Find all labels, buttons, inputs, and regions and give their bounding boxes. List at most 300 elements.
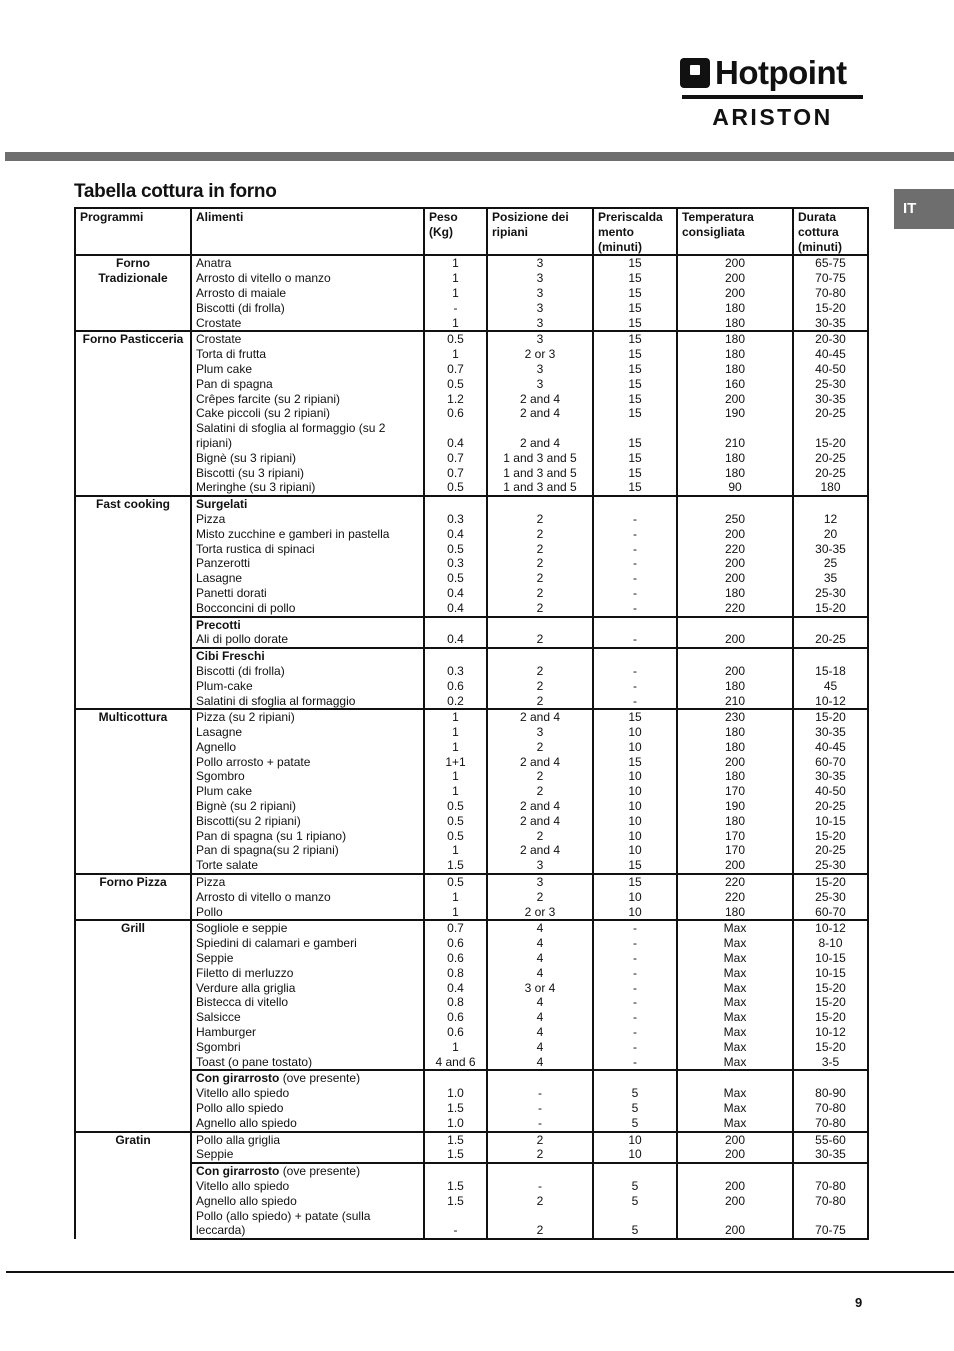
table-row bbox=[75, 920, 868, 936]
peso-cell: 0.4 bbox=[424, 632, 487, 648]
temperatura-cell: 220 bbox=[677, 601, 793, 617]
peso-cell: 1 bbox=[424, 740, 487, 755]
table-row bbox=[75, 905, 868, 921]
table-row bbox=[75, 1194, 868, 1209]
durata-cell: 10-12 bbox=[793, 1025, 868, 1040]
preriscaldamento-cell: - bbox=[593, 601, 677, 617]
peso-cell: 0.6 bbox=[424, 1010, 487, 1025]
durata-cell: 15-18 bbox=[793, 664, 868, 679]
preriscaldamento-cell: - bbox=[593, 920, 677, 936]
table-row bbox=[75, 571, 868, 586]
language-tab: IT bbox=[894, 189, 954, 229]
temperatura-cell: 220 bbox=[677, 874, 793, 890]
food-cell: Sogliole e seppie bbox=[191, 920, 424, 936]
durata-cell: 25-30 bbox=[793, 890, 868, 905]
posizione-cell: - bbox=[487, 1179, 593, 1194]
table-body bbox=[75, 255, 868, 1239]
temperatura-cell: Max bbox=[677, 981, 793, 996]
durata-cell: 10-12 bbox=[793, 920, 868, 936]
preriscaldamento-cell: 10 bbox=[593, 843, 677, 858]
preriscaldamento-cell: 15 bbox=[593, 316, 677, 332]
preriscaldamento-cell: 15 bbox=[593, 347, 677, 362]
peso-cell: 0.8 bbox=[424, 966, 487, 981]
temperatura-cell: 180 bbox=[677, 451, 793, 466]
empty-cell bbox=[593, 617, 677, 633]
food-cell: Ali di pollo dorate bbox=[191, 632, 424, 648]
temperatura-cell: 200 bbox=[677, 1194, 793, 1209]
temperatura-cell: 200 bbox=[677, 286, 793, 301]
empty-cell bbox=[593, 496, 677, 512]
peso-cell: 0.4 bbox=[424, 601, 487, 617]
peso-cell: 0.5 bbox=[424, 377, 487, 392]
table-row bbox=[75, 451, 868, 466]
posizione-cell: 4 bbox=[487, 966, 593, 981]
preriscaldamento-cell: - bbox=[593, 966, 677, 981]
temperatura-cell: Max bbox=[677, 1040, 793, 1055]
peso-cell: 1 bbox=[424, 286, 487, 301]
durata-cell: 30-35 bbox=[793, 1147, 868, 1163]
temperatura-cell: 200 bbox=[677, 1132, 793, 1148]
temperatura-cell: 180 bbox=[677, 769, 793, 784]
empty-cell bbox=[593, 1070, 677, 1086]
peso-cell: 1.5 bbox=[424, 1179, 487, 1194]
temperatura-cell: 250 bbox=[677, 512, 793, 527]
posizione-cell: 4 bbox=[487, 995, 593, 1010]
page-number: 9 bbox=[855, 1295, 863, 1310]
peso-cell: 1 bbox=[424, 890, 487, 905]
food-cell: Crostate bbox=[191, 331, 424, 347]
preriscaldamento-cell: 5 bbox=[593, 1116, 677, 1132]
empty-cell bbox=[677, 648, 793, 664]
peso-cell: 0.5 bbox=[424, 542, 487, 557]
preriscaldamento-cell: 10 bbox=[593, 1147, 677, 1163]
preriscaldamento-cell: - bbox=[593, 664, 677, 679]
peso-cell: 0.6 bbox=[424, 1025, 487, 1040]
preriscaldamento-cell: 15 bbox=[593, 466, 677, 481]
food-cell: Salatini di sfoglia al formaggio (su 2 ripiani) bbox=[191, 421, 424, 451]
header-preriscaldamento: Preriscalda mento (minuti) bbox=[593, 208, 677, 255]
subgroup-title bbox=[191, 617, 424, 633]
table-row bbox=[75, 784, 868, 799]
empty-cell bbox=[424, 496, 487, 512]
temperatura-cell: 90 bbox=[677, 480, 793, 496]
table-row bbox=[75, 1132, 868, 1148]
table-row bbox=[75, 1179, 868, 1194]
preriscaldamento-cell: 10 bbox=[593, 905, 677, 921]
durata-cell: 20-25 bbox=[793, 406, 868, 421]
durata-cell: 10-15 bbox=[793, 966, 868, 981]
food-cell: Anatra bbox=[191, 255, 424, 271]
temperatura-cell: 200 bbox=[677, 1179, 793, 1194]
preriscaldamento-cell: 10 bbox=[593, 829, 677, 844]
durata-cell: 3-5 bbox=[793, 1055, 868, 1071]
temperatura-cell: 170 bbox=[677, 843, 793, 858]
table-row bbox=[75, 858, 868, 874]
preriscaldamento-cell: 10 bbox=[593, 799, 677, 814]
peso-cell: 0.3 bbox=[424, 556, 487, 571]
subgroup-title-text: Con girarrosto bbox=[196, 1071, 280, 1086]
table-row bbox=[75, 814, 868, 829]
temperatura-cell: 200 bbox=[677, 664, 793, 679]
table-row bbox=[75, 843, 868, 858]
peso-cell: 0.6 bbox=[424, 936, 487, 951]
posizione-cell: 3 bbox=[487, 316, 593, 332]
peso-cell: 0.7 bbox=[424, 466, 487, 481]
subgroup-title-text: Precotti bbox=[196, 617, 241, 632]
temperatura-cell: Max bbox=[677, 951, 793, 966]
table-row bbox=[75, 1209, 868, 1240]
temperatura-cell: Max bbox=[677, 936, 793, 951]
peso-cell: 0.6 bbox=[424, 406, 487, 421]
temperatura-cell: 220 bbox=[677, 542, 793, 557]
table-row bbox=[75, 377, 868, 392]
temperatura-cell: 200 bbox=[677, 632, 793, 648]
subgroup-title-note: (ove presente) bbox=[282, 1071, 361, 1086]
temperatura-cell: 200 bbox=[677, 1209, 793, 1240]
preriscaldamento-cell: - bbox=[593, 679, 677, 694]
empty-cell bbox=[424, 648, 487, 664]
durata-cell: 30-35 bbox=[793, 769, 868, 784]
preriscaldamento-cell: 10 bbox=[593, 740, 677, 755]
peso-cell: 1 bbox=[424, 725, 487, 740]
table-row bbox=[75, 966, 868, 981]
food-cell: Pollo arrosto + patate bbox=[191, 755, 424, 770]
temperatura-cell: 200 bbox=[677, 271, 793, 286]
posizione-cell: 2 bbox=[487, 829, 593, 844]
food-cell: Agnello allo spiedo bbox=[191, 1116, 424, 1132]
posizione-cell: 2 and 4 bbox=[487, 755, 593, 770]
food-cell: Panetti dorati bbox=[191, 586, 424, 601]
peso-cell: 1.5 bbox=[424, 1132, 487, 1148]
preriscaldamento-cell: 15 bbox=[593, 255, 677, 271]
durata-cell: 25-30 bbox=[793, 858, 868, 874]
empty-cell bbox=[677, 1163, 793, 1179]
peso-cell: 0.5 bbox=[424, 829, 487, 844]
durata-cell: 20-25 bbox=[793, 843, 868, 858]
durata-cell: 20-25 bbox=[793, 632, 868, 648]
food-cell: Lasagne bbox=[191, 571, 424, 586]
table-row bbox=[75, 347, 868, 362]
table-row bbox=[75, 995, 868, 1010]
logo-divider bbox=[682, 95, 863, 99]
durata-cell: 55-60 bbox=[793, 1132, 868, 1148]
food-cell: Arrosto di vitello o manzo bbox=[191, 890, 424, 905]
table-row bbox=[75, 466, 868, 481]
durata-cell: 25-30 bbox=[793, 586, 868, 601]
posizione-cell: 2 bbox=[487, 1209, 593, 1240]
preriscaldamento-cell: 15 bbox=[593, 755, 677, 770]
header-bar bbox=[5, 152, 954, 161]
subgroup-title bbox=[191, 1070, 424, 1086]
durata-cell: 15-20 bbox=[793, 829, 868, 844]
table-row bbox=[75, 286, 868, 301]
posizione-cell: 2 and 4 bbox=[487, 799, 593, 814]
peso-cell: 1 bbox=[424, 769, 487, 784]
posizione-cell: 4 bbox=[487, 1040, 593, 1055]
temperatura-cell: Max bbox=[677, 1025, 793, 1040]
posizione-cell: 2 bbox=[487, 1147, 593, 1163]
temperatura-cell: Max bbox=[677, 1055, 793, 1071]
food-cell: Pollo bbox=[191, 905, 424, 921]
header-programmi: Programmi bbox=[75, 208, 191, 255]
posizione-cell: 2 or 3 bbox=[487, 347, 593, 362]
posizione-cell: - bbox=[487, 1116, 593, 1132]
durata-cell: 10-15 bbox=[793, 814, 868, 829]
temperatura-cell: 220 bbox=[677, 890, 793, 905]
durata-cell: 40-45 bbox=[793, 347, 868, 362]
table-row bbox=[75, 542, 868, 557]
food-cell: Lasagne bbox=[191, 725, 424, 740]
table-row bbox=[75, 601, 868, 617]
table-row bbox=[75, 586, 868, 601]
posizione-cell: 3 or 4 bbox=[487, 981, 593, 996]
durata-cell: 25-30 bbox=[793, 377, 868, 392]
durata-cell: 30-35 bbox=[793, 542, 868, 557]
posizione-cell: 2 bbox=[487, 632, 593, 648]
temperatura-cell: 180 bbox=[677, 331, 793, 347]
posizione-cell: 2 bbox=[487, 1194, 593, 1209]
table-row bbox=[75, 1010, 868, 1025]
durata-cell: 30-35 bbox=[793, 316, 868, 332]
peso-cell: 1.5 bbox=[424, 1101, 487, 1116]
posizione-cell: 3 bbox=[487, 255, 593, 271]
table-row bbox=[75, 936, 868, 951]
peso-cell: 1.2 bbox=[424, 392, 487, 407]
durata-cell: 20 bbox=[793, 527, 868, 542]
preriscaldamento-cell: 15 bbox=[593, 709, 677, 725]
peso-cell: 0.5 bbox=[424, 799, 487, 814]
hotpoint-mark-icon bbox=[680, 58, 710, 88]
peso-cell: 1+1 bbox=[424, 755, 487, 770]
peso-cell: 1.0 bbox=[424, 1116, 487, 1132]
food-cell: Pizza bbox=[191, 874, 424, 890]
food-cell: Biscotti (di frolla) bbox=[191, 301, 424, 316]
durata-cell: 60-70 bbox=[793, 905, 868, 921]
peso-cell: 0.6 bbox=[424, 951, 487, 966]
durata-cell: 40-45 bbox=[793, 740, 868, 755]
posizione-cell: 3 bbox=[487, 331, 593, 347]
preriscaldamento-cell: - bbox=[593, 542, 677, 557]
peso-cell: - bbox=[424, 301, 487, 316]
temperatura-cell: 180 bbox=[677, 316, 793, 332]
preriscaldamento-cell: - bbox=[593, 951, 677, 966]
peso-cell: 0.7 bbox=[424, 362, 487, 377]
posizione-cell: 2 bbox=[487, 694, 593, 710]
table-row bbox=[75, 556, 868, 571]
posizione-cell: 4 bbox=[487, 1055, 593, 1071]
brand-name: Hotpoint bbox=[715, 54, 847, 91]
temperatura-cell: 200 bbox=[677, 527, 793, 542]
peso-cell: 0.5 bbox=[424, 814, 487, 829]
table-row bbox=[75, 421, 868, 451]
preriscaldamento-cell: 15 bbox=[593, 451, 677, 466]
table-row bbox=[75, 829, 868, 844]
posizione-cell: 4 bbox=[487, 951, 593, 966]
preriscaldamento-cell: - bbox=[593, 571, 677, 586]
subgroup-title-text: Cibi Freschi bbox=[196, 649, 265, 664]
preriscaldamento-cell: - bbox=[593, 556, 677, 571]
peso-cell: 0.4 bbox=[424, 421, 487, 451]
temperatura-cell: 170 bbox=[677, 784, 793, 799]
food-cell: Plum cake bbox=[191, 362, 424, 377]
durata-cell: 10-15 bbox=[793, 951, 868, 966]
empty-cell bbox=[487, 1070, 593, 1086]
header-posizione: Posizione dei ripiani bbox=[487, 208, 593, 255]
posizione-cell: 4 bbox=[487, 936, 593, 951]
durata-cell: 65-75 bbox=[793, 255, 868, 271]
temperatura-cell: 190 bbox=[677, 406, 793, 421]
table-row bbox=[75, 755, 868, 770]
posizione-cell: 4 bbox=[487, 1025, 593, 1040]
posizione-cell: 2 and 4 bbox=[487, 709, 593, 725]
temperatura-cell: 190 bbox=[677, 799, 793, 814]
program-name: Grill bbox=[75, 920, 191, 1131]
table-row bbox=[75, 362, 868, 377]
table-row bbox=[75, 406, 868, 421]
posizione-cell: 2 bbox=[487, 769, 593, 784]
durata-cell: 15-20 bbox=[793, 1010, 868, 1025]
posizione-cell: 1 and 3 and 5 bbox=[487, 480, 593, 496]
preriscaldamento-cell: 15 bbox=[593, 377, 677, 392]
food-cell: Sgombro bbox=[191, 769, 424, 784]
posizione-cell: 3 bbox=[487, 874, 593, 890]
subgroup-title-text: Con girarrosto bbox=[196, 1164, 280, 1179]
durata-cell: 15-20 bbox=[793, 874, 868, 890]
preriscaldamento-cell: 15 bbox=[593, 874, 677, 890]
peso-cell: 1.5 bbox=[424, 1194, 487, 1209]
temperatura-cell: 200 bbox=[677, 392, 793, 407]
peso-cell: 0.5 bbox=[424, 480, 487, 496]
food-cell: Salatini di sfoglia al formaggio bbox=[191, 694, 424, 710]
program-name: Forno Pizza bbox=[75, 874, 191, 920]
durata-cell: 30-35 bbox=[793, 725, 868, 740]
program-name: Forno Tradizionale bbox=[75, 255, 191, 331]
table-row bbox=[75, 664, 868, 679]
table-row bbox=[75, 316, 868, 332]
preriscaldamento-cell: 10 bbox=[593, 769, 677, 784]
empty-cell bbox=[677, 496, 793, 512]
peso-cell: 0.7 bbox=[424, 451, 487, 466]
peso-cell: 0.7 bbox=[424, 920, 487, 936]
table-row bbox=[75, 981, 868, 996]
subgroup-title-row bbox=[75, 648, 868, 664]
preriscaldamento-cell: 10 bbox=[593, 814, 677, 829]
durata-cell: 20-25 bbox=[793, 466, 868, 481]
program-name: Multicottura bbox=[75, 709, 191, 874]
posizione-cell: 2 bbox=[487, 556, 593, 571]
food-cell: Vitello allo spiedo bbox=[191, 1086, 424, 1101]
peso-cell: 0.3 bbox=[424, 512, 487, 527]
posizione-cell: 2 and 4 bbox=[487, 843, 593, 858]
empty-cell bbox=[677, 617, 793, 633]
posizione-cell: 1 and 3 and 5 bbox=[487, 466, 593, 481]
preriscaldamento-cell: 5 bbox=[593, 1101, 677, 1116]
durata-cell: 35 bbox=[793, 571, 868, 586]
table-row bbox=[75, 740, 868, 755]
subgroup-title-text: Surgelati bbox=[196, 497, 248, 512]
temperatura-cell: 180 bbox=[677, 301, 793, 316]
table-row bbox=[75, 890, 868, 905]
food-cell: Biscotti(su 2 ripiani) bbox=[191, 814, 424, 829]
durata-cell: 70-80 bbox=[793, 286, 868, 301]
food-cell: Agnello allo spiedo bbox=[191, 1194, 424, 1209]
preriscaldamento-cell: 10 bbox=[593, 725, 677, 740]
temperatura-cell: 180 bbox=[677, 725, 793, 740]
temperatura-cell: 200 bbox=[677, 556, 793, 571]
posizione-cell: 2 and 4 bbox=[487, 814, 593, 829]
empty-cell bbox=[793, 1070, 868, 1086]
food-cell: Plum cake bbox=[191, 784, 424, 799]
preriscaldamento-cell: - bbox=[593, 1025, 677, 1040]
temperatura-cell: 180 bbox=[677, 740, 793, 755]
peso-cell: 1 bbox=[424, 316, 487, 332]
food-cell: Crêpes farcite (su 2 ripiani) bbox=[191, 392, 424, 407]
subgroup-title-row bbox=[75, 1163, 868, 1179]
empty-cell bbox=[424, 1163, 487, 1179]
table-row bbox=[75, 527, 868, 542]
page-title: Tabella cottura in forno bbox=[74, 181, 277, 202]
posizione-cell: 2 bbox=[487, 512, 593, 527]
preriscaldamento-cell: - bbox=[593, 632, 677, 648]
preriscaldamento-cell: 15 bbox=[593, 362, 677, 377]
food-cell: Spiedini di calamari e gamberi bbox=[191, 936, 424, 951]
food-cell: Seppie bbox=[191, 1147, 424, 1163]
food-cell: Plum-cake bbox=[191, 679, 424, 694]
empty-cell bbox=[487, 496, 593, 512]
posizione-cell: 2 bbox=[487, 571, 593, 586]
durata-cell: 70-80 bbox=[793, 1116, 868, 1132]
food-cell: Seppie bbox=[191, 951, 424, 966]
durata-cell: 15-20 bbox=[793, 301, 868, 316]
preriscaldamento-cell: 5 bbox=[593, 1194, 677, 1209]
peso-cell: 1 bbox=[424, 347, 487, 362]
peso-cell: 0.5 bbox=[424, 571, 487, 586]
peso-cell: 0.6 bbox=[424, 679, 487, 694]
food-cell: Arrosto di vitello o manzo bbox=[191, 271, 424, 286]
peso-cell: 0.4 bbox=[424, 981, 487, 996]
preriscaldamento-cell: - bbox=[593, 694, 677, 710]
temperatura-cell: 210 bbox=[677, 694, 793, 710]
posizione-cell: 2 bbox=[487, 586, 593, 601]
program-name: Gratin bbox=[75, 1132, 191, 1240]
posizione-cell: 4 bbox=[487, 920, 593, 936]
posizione-cell: 2 bbox=[487, 664, 593, 679]
temperatura-cell: 200 bbox=[677, 1147, 793, 1163]
preriscaldamento-cell: 15 bbox=[593, 331, 677, 347]
posizione-cell: 3 bbox=[487, 286, 593, 301]
food-cell: Pollo alla griglia bbox=[191, 1132, 424, 1148]
preriscaldamento-cell: - bbox=[593, 981, 677, 996]
peso-cell: 1 bbox=[424, 709, 487, 725]
header-peso: Peso (Kg) bbox=[424, 208, 487, 255]
table-row bbox=[75, 331, 868, 347]
header-temperatura: Temperatura consigliata bbox=[677, 208, 793, 255]
empty-cell bbox=[424, 617, 487, 633]
program-name: Fast cooking bbox=[75, 496, 191, 709]
subgroup-title-row bbox=[75, 496, 868, 512]
preriscaldamento-cell: 5 bbox=[593, 1209, 677, 1240]
table-row bbox=[75, 874, 868, 890]
temperatura-cell: 160 bbox=[677, 377, 793, 392]
temperatura-cell: Max bbox=[677, 995, 793, 1010]
table-row bbox=[75, 799, 868, 814]
posizione-cell: - bbox=[487, 1086, 593, 1101]
posizione-cell: 2 bbox=[487, 784, 593, 799]
temperatura-cell: 230 bbox=[677, 709, 793, 725]
temperatura-cell: Max bbox=[677, 966, 793, 981]
empty-cell bbox=[487, 617, 593, 633]
peso-cell: 1 bbox=[424, 255, 487, 271]
